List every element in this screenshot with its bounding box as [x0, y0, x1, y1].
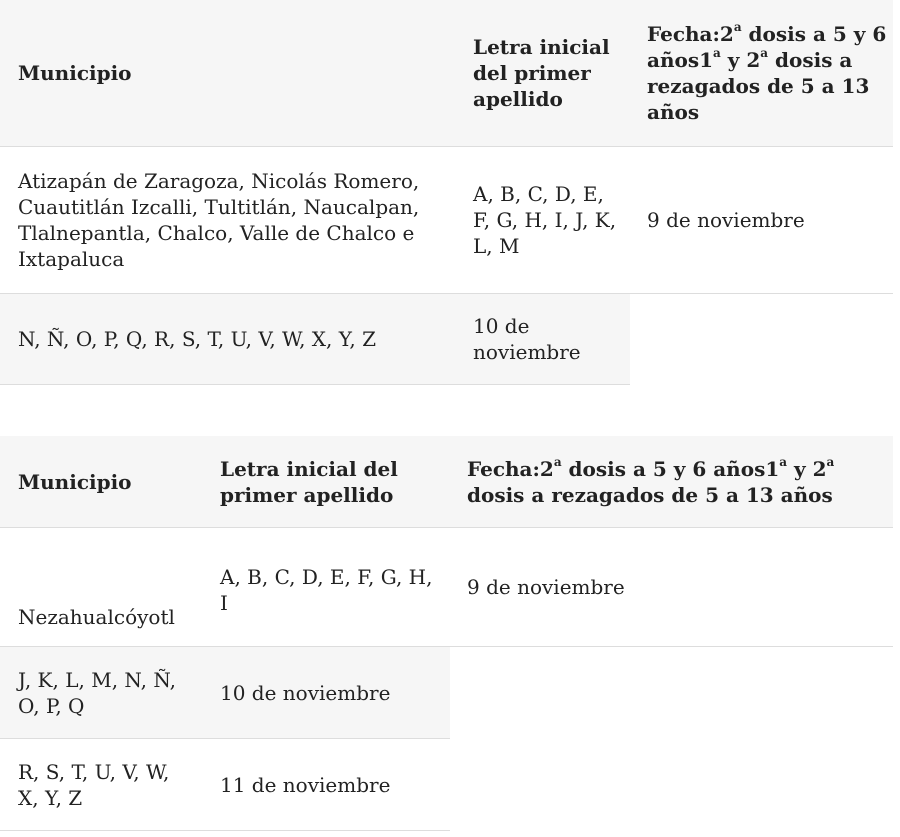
header-letra-inicial: Letra inicial del primer apellido: [473, 35, 610, 111]
cell-fecha: 9 de noviembre: [467, 575, 625, 599]
table-row: [0, 294, 630, 384]
table-row: [0, 147, 893, 293]
cell-municipio: N, Ñ, O, P, Q, R, S, T, U, V, W, X, Y, Z: [18, 327, 376, 351]
cell-fecha: 9 de noviembre: [647, 208, 805, 232]
cell-letra-inicial: A, B, C, D, E, F, G, H, I, J, K, L, M: [473, 182, 617, 258]
divider: [0, 384, 630, 385]
cell-municipio: Nezahualcóyotl: [18, 605, 175, 629]
table-header-row: [0, 436, 893, 527]
table-row: [0, 528, 893, 646]
cell-letra-inicial: A, B, C, D, E, F, G, H, I: [220, 565, 433, 615]
table-row: [0, 739, 450, 830]
header-letra-inicial: Letra inicial del primer apellido: [220, 456, 398, 507]
header-municipio: Municipio: [18, 469, 132, 494]
header-fecha: Fecha:2$^a$ dosis a 5 y 6 años1$^a$ y 2$^a$ dosis a rezagados de 5 a 13 años: [467, 454, 835, 507]
cell-municipio: R, S, T, U, V, W, X, Y, Z: [18, 759, 170, 810]
table-row: [0, 647, 450, 738]
vaccination-table-2: [0, 436, 900, 836]
cell-municipio: J, K, L, M, N, Ñ, O, P, Q: [18, 667, 176, 718]
cell-municipio: Atizapán de Zaragoza, Nicolás Romero, Cuautitlán Izcalli, Tultitlán, Naucalpan, Tlalnepantla, Chalco, Valle de Chalco e Ixtapaluca: [18, 169, 420, 271]
cell-letra-inicial: 10 de noviembre: [473, 314, 581, 364]
header-municipio: Municipio: [18, 61, 132, 85]
divider: [0, 830, 450, 831]
table-header-row: [0, 0, 893, 146]
cell-letra-inicial: 11 de noviembre: [220, 772, 391, 797]
vaccination-table-1: [0, 0, 900, 386]
cell-letra-inicial: 10 de noviembre: [220, 680, 391, 705]
header-fecha: Fecha:2$^a$ dosis a 5 y 6 años1$^a$ y 2$^a$ dosis a rezagados de 5 a 13 años: [647, 20, 887, 124]
